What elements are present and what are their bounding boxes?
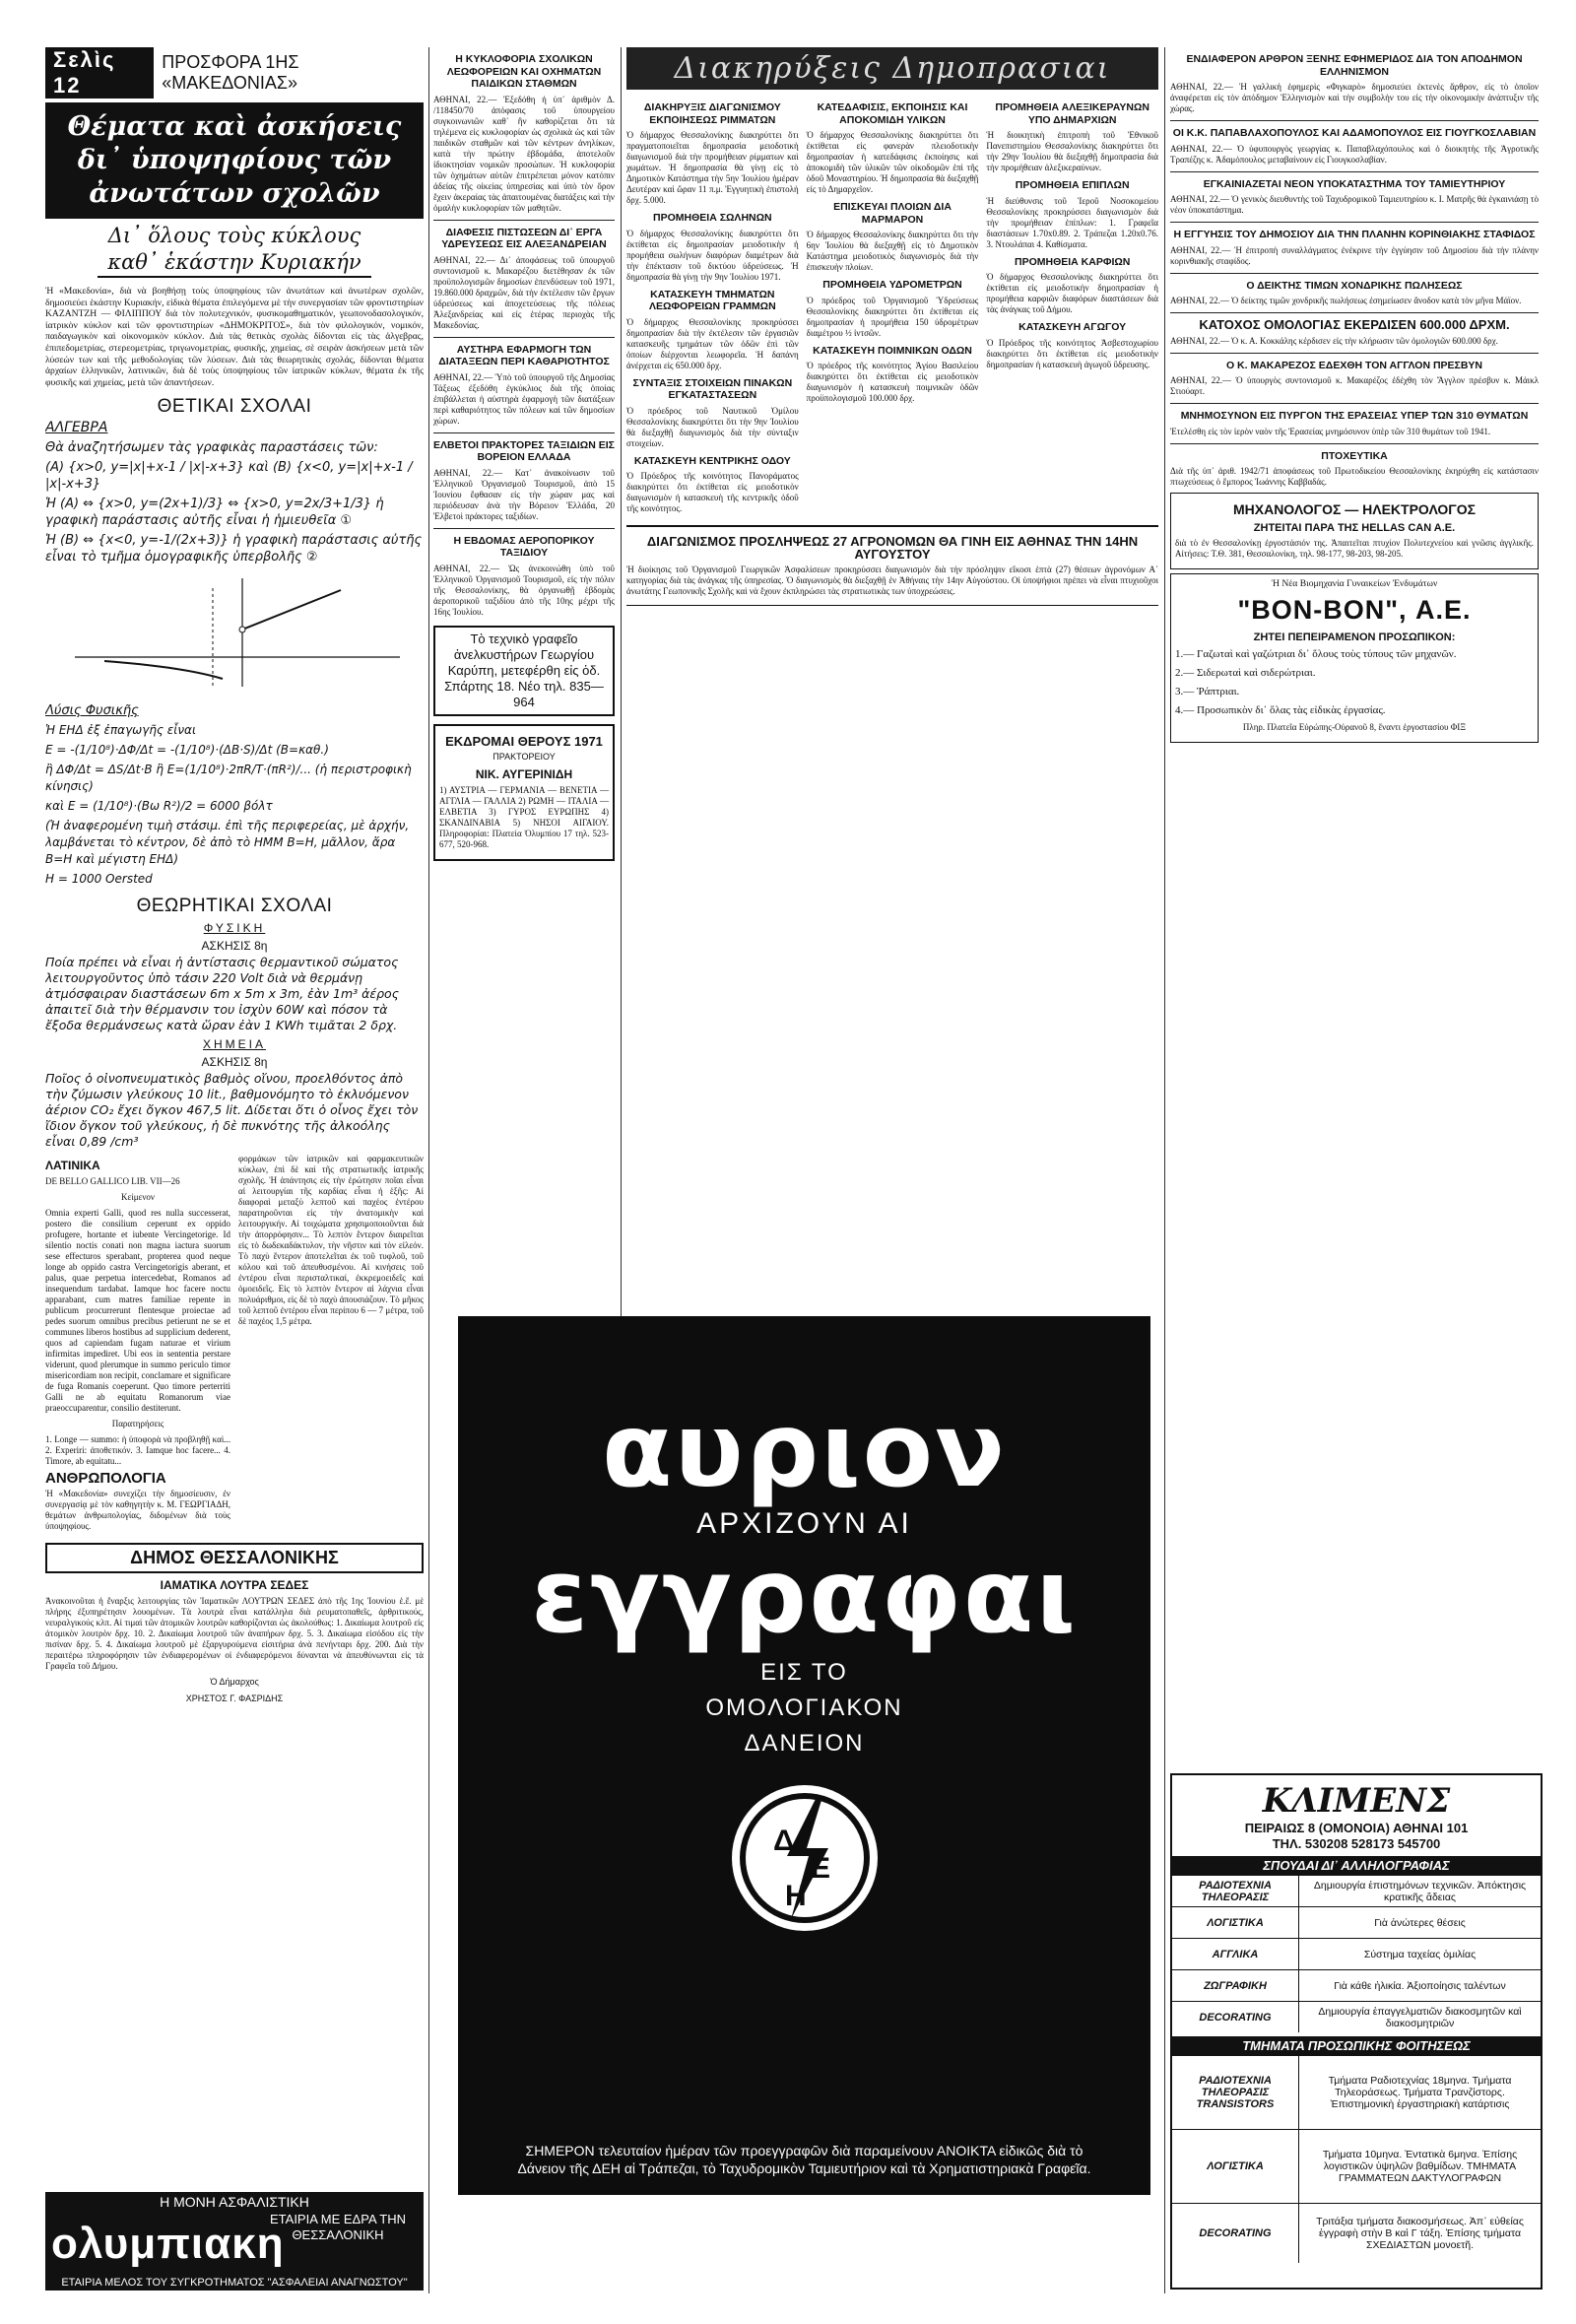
klimens-row-label: ΡΑΔΙΟΤΕΧΝΙΑ ΤΗΛΕΟΡΑΣΙΣ: [1172, 1876, 1299, 1906]
dei-logo-icon: [726, 1779, 884, 1937]
agron-text: Ἡ διοίκησις τοῦ Ὀργανισμοῦ Γεωργικῶν Ἀσφαλίσεων προκηρύσσει διαγωνισμὸν διὰ τὴν πρόσληψιν εἴκοσι ἑπτὰ (27) θέσεων ἀγρονόμων Α΄ κατηγορίας διὰ τὰς ἀνάγκας τῆς ὑπηρεσίας. Ὁ διαγωνισμὸς θὰ διεξαχθῇ ἐν Ἀθήναις τὴν 14ην Αὐγούστου. Οἱ ὑποψήφιοι πρέπει νὰ εἶναι πτυχιοῦχοι ἀνωτάτης Γεωπονικῆς Σχολῆς καὶ νὰ ἔχουν ἐκπληρώσει τὰς στρατιωτικὰς των ὑποχρεώσεις.: [626, 564, 1158, 596]
exam-headline: Θέματα καὶ ἀσκήσεις δι᾿ ὑποψηφίους τῶν ἀνωτάτων σχολῶν: [45, 102, 424, 219]
ekdromai-title: ΕΚΔΡΟΜΑΙ ΘΕΡΟΥΣ 1971: [445, 733, 603, 749]
bonbon-intro: Ἡ Νέα Βιομηχανία Γυναικείων Ἐνδυμάτων: [1271, 578, 1438, 589]
bonbon-title: "BON-BON", Α.Ε.: [1237, 594, 1472, 625]
tender-title: ΣΥΝΤΑΞΙΣ ΣΤΟΙΧΕΙΩΝ ΠΙΝΑΚΩΝ ΕΓΚΑΤΑΣΤΑΣΕΩΝ: [632, 376, 793, 401]
exam-subline: [45, 223, 424, 278]
klimens-row-label: ΖΩΓΡΑΦΙΚΗ: [1172, 1970, 1299, 2001]
dei-word-to: ΕΙΣ ΤΟ: [760, 1659, 848, 1686]
logo-letter-e: Ε: [810, 1852, 830, 1885]
news-title: ΕΛΒΕΤΟΙ ΠΡΑΚΤΟΡΕΣ ΤΑΞΙΔΙΩΝ ΕΙΣ ΒΟΡΕΙΟΝ ΕΛΛΑΔΑ: [433, 438, 615, 463]
section-positive: ΘΕΤΙΚΑΙ ΣΧΟΛΑΙ: [157, 396, 312, 418]
chemistry-exercise: ΑΣΚΗΣΙΣ 8η: [201, 1055, 268, 1070]
tender-title: ΕΠΙΣΚΕΥΑΙ ΠΛΟΙΩΝ ΔΙΑ ΜΑΡΜΑΡΟΝ: [833, 201, 952, 226]
mechanic-ad: [1170, 493, 1539, 569]
graph-figure: [45, 568, 424, 700]
news-text: ΑΘΗΝΑΙ, 22.— Ὡς ἀνεκοινώθη ὑπὸ τοῦ Ἐλληνικοῦ Ὀργανισμοῦ Τουρισμοῦ, εἰς τὴν πόλιν τῆς Θεσσαλονίκης, θὰ ὀργανωθῇ ἑβδομὰς ἀεροπορικοῦ ταξιδίου ἀπὸ τῆς 10ης μέχρι τῆς 16ης Ἰουλίου.: [433, 563, 615, 617]
klimens-row: [1172, 2129, 1541, 2203]
right-news-title: Ο ΔΕΙΚΤΗΣ ΤΙΜΩΝ ΧΟΝΔΡΙΚΗΣ ΠΩΛΗΣΕΩΣ: [1246, 279, 1463, 292]
tenders-banner: Διακηρύξεις Δημοπρασιαι: [626, 47, 1158, 90]
bonbon-list-item: 2.— Σιδερωταὶ καὶ σιδερώτριαι.: [1175, 667, 1316, 680]
klimens-row: [1172, 2001, 1541, 2032]
tender-title: ΠΡΟΜΗΘΕΙΑ ΣΩΛΗΝΩΝ: [653, 212, 772, 224]
olympiaki-top: Η ΜΟΝΗ ΑΣΦΑΛΙΣΤΙΚΗ: [160, 2194, 309, 2210]
tender-text: Ἡ διοικητικὴ ἐπιτροπὴ τοῦ Ἐθνικοῦ Πανεπιστημίου Θεσσαλονίκης διακηρύττει ὅτι τὴν 29ην Ἰουλίου θὰ διεξαχθῇ δημοπρασία διὰ τὴν προμήθειαν ἀλεξικεραύνων.: [986, 130, 1158, 172]
klimens-ad: [1170, 1773, 1543, 2290]
right-news-title: ΕΝΔΙΑΦΕΡΟΝ ΑΡΘΡΟΝ ΞΕΝΗΣ ΕΦΗΜΕΡΙΔΟΣ ΔΙΑ ΤΟΝ ΑΠΟΔΗΜΟΝ ΕΛΛΗΝΙΣΜΟΝ: [1186, 53, 1523, 78]
klimens-row-desc: Δημιουργία ἐπαγγελματιῶν διακοσμητῶν καὶ διακοσμητριῶν: [1318, 2005, 1522, 2029]
right-news-text: Ἐτελέσθη εἰς τὸν ἱερὸν ναὸν τῆς Ἐρασείας μνημόσυνον ὑπὲρ τῶν 310 θυμάτων τοῦ 1941.: [1170, 426, 1491, 436]
klimens-row: [1172, 1906, 1541, 1938]
algebra-line: Ἡ (Β) ⇔ {x<0, y=-1/(2x+3)} ἡ γραφικὴ παράστασις αὐτῆς εἶναι τὸ τμῆμα ὁμογραφικῆς ὑπερβολῆς ②: [45, 533, 423, 565]
tenders-col-c: [986, 96, 1158, 519]
physics-exercise: ΑΣΚΗΣΙΣ 8η: [201, 939, 268, 954]
latin-notes: 1. Longe — summo: ἡ ὑποφορὰ νὰ προβληθῇ καὶ... 2. Experiri: ἀποθετικόν. 3. Iamque hoc facere... 4. Timore, ab equitatu...: [45, 1433, 230, 1466]
medical-text: φορμάκων τῶν ἰατρικῶν καὶ φαρμακευτικῶν κύκλων, ἐπὶ δὲ καὶ τῆς στρατιωτικῆς ἰατρικῆς σχολῆς. Ἡ ἀπάντησις εἰς τὴν ἐρώτησιν ποῖαι εἶναι αἱ λειτουργίαι τῆς καρδίας εἶναι ἡ ἑξῆς: Αἱ διαφοραὶ μεταξὺ λεπτοῦ καὶ παχέος ἐντέρου παρατηροῦνται εἰς τὴν ἀνατομικὴν καὶ λειτουργικήν. Αἱ τοιχώματα χρησιμοποιοῦνται διὰ τὴν ἀπορρόφησιν... Τὸ λεπτὸν ἔντερον διαιρεῖται εἰς τὸ δωδεκαδάκτυλον, τὴν νῆστιν καὶ τὸν εἰλεόν. Τὸ παχὺ ἔντερον ἀποτελεῖται ἐκ τοῦ τυφλοῦ, τοῦ κόλου καὶ τοῦ ἀπευθυσμένου. Αἱ κινήσεις τοῦ ἐντέρου εἶναι περισταλτικαί, ἐκκρεμοειδεῖς καὶ ὁμοειδεῖς. Εἰς τὸ λεπτὸν ἔντερον αἱ λάχνια εἶναι πολυάριθμοι, εἰς δὲ τὸ παχὺ ἀπουσιάζουν. Τὸ μῆκος τοῦ λεπτοῦ ἐντέρου εἶναι περίπου 6 — 7 μέτρα, τοῦ δὲ παχέος 1,5 μέτρα.: [238, 1154, 424, 1327]
bonbon-foot: Πληρ. Πλατεῖα Εὐρώπης-Οὐρανοῦ 8, ἔναντι ἐργοστασίου ΦΙΞ: [1242, 722, 1467, 733]
klimens-row-label: ΡΑΔΙΟΤΕΧΝΙΑ ΤΗΛΕΟΡΑΣΙΣ TRANSISTORS: [1172, 2056, 1299, 2129]
masthead: [45, 47, 424, 99]
dei-word-registrations: εγγραφαι: [531, 1536, 1078, 1656]
right-news-text: ΑΘΗΝΑΙ, 22.— Ὁ ὑφυπουργὸς γεωργίας κ. Παπαβλαχόπουλος καὶ ὁ διοικητὴς τῆς Ἀγροτικῆς Τραπέζης κ. Ἀδαμόπουλος μεταβαίνουν εἰς Γιουγκοσλαβίαν.: [1170, 143, 1539, 165]
dimos-subtitle: ΙΑΜΑΤΙΚΑ ΛΟΥΤΡΑ ΣΕΔΕΣ: [160, 1578, 309, 1593]
physics-solution-line: Η = 1000 Oersted: [45, 872, 153, 887]
logo-letter-d: Δ: [772, 1825, 795, 1857]
right-news-text: ΑΘΗΝΑΙ, 22.— Ὁ ὑπουργὸς συντονισμοῦ κ. Μακαρέζος ἐδέχθη τὸν Ἄγγλον πρέσβυν κ. Μάικλ Στιούαρτ.: [1170, 375, 1539, 396]
latin-left: [45, 1154, 230, 1537]
olympiaki-brand: ολυμπιακη: [51, 2220, 285, 2268]
tender-text: Ὁ δήμαρχος Θεσσαλονίκης διακηρύττει ὅτι ἐκτίθεται εἰς φανερὰν πλειοδοτικὴν δημοπρασίαν ἡ κατεδάφισις ἐκποίησις καὶ ἀποκομιδὴ τῶν ὑλικῶν τῶν οἰκοδομῶν ἐπὶ τῆς ὁδοῦ Μοναστηρίου. Ἡ δημοπρασία θὰ διεξαχθῇ εἰς τὸ Δημαρχεῖον.: [806, 130, 979, 194]
klimens-row-desc: Δημιουργία ἐπιστημόνων τεχνικῶν. Ἀπόκτησις κρατικῆς ἄδειας: [1313, 1879, 1527, 1903]
klimens-row-label: ΑΓΓΛΙΚΑ: [1172, 1939, 1299, 1969]
right-news-title: ΠΤΟΧΕΥΤΙΚΑ: [1321, 449, 1388, 462]
chemistry-title: ΧΗΜΕΙΑ: [202, 1037, 266, 1052]
right-news-title: Η ΕΓΓΥΗΣΙΣ ΤΟΥ ΔΗΜΟΣΙΟΥ ΔΙΑ ΤΗΝ ΠΛΑΝΗΝ ΚΟΡΙΝΘΙΑΚΗΣ ΣΤΑΦΙΔΟΣ: [1173, 229, 1536, 240]
column-rule: [621, 47, 622, 1318]
algebra-line: Ἡ (Α) ⇔ {x>0, y=(2x+1)/3} ⇔ {x>0, y=2x/3+1/3} ἡ γραφικὴ παράστασις αὐτῆς εἶναι ἡ ἡμιευθεῖα ①: [45, 497, 384, 529]
right-news-title: ΜΝΗΜΟΣΥΝΟΝ ΕΙΣ ΠΥΡΓΟΝ ΤΗΣ ΕΡΑΣΕΙΑΣ ΥΠΕΡ ΤΩΝ 310 ΘΥΜΑΤΩΝ: [1180, 410, 1529, 422]
physics-solution-line: E = -(1/10⁸)·ΔΦ/Δt = -(1/10⁸)·(ΔΒ·S)/Δt (B=καθ.): [45, 743, 329, 758]
bonbon-sub: ΖΗΤΕΙ ΠΕΠΕΙΡΑΜΕΝΟΝ ΠΡΟΣΩΠΙΚΟΝ:: [1253, 631, 1456, 643]
klimens-row-desc: Γιὰ κάθε ἡλικία. Ἀξιοποίησις ταλέντων: [1334, 1979, 1506, 1992]
dei-bond-ad: [458, 1316, 1150, 2195]
latin-title: ΛΑΤΙΝΙΚΑ: [45, 1159, 100, 1173]
algebra-line: (Α) {x>0, y=|x|+x-1 / |x|-x+3} καὶ (Β) {x<0, y=|x|+x-1 / |x|-x+3}: [45, 460, 413, 493]
latin-right: [238, 1154, 424, 1537]
tender-text: Ὁ πρόεδρος τῆς κοινότητος Ἀγίου Βασιλείου διακηρύττει ὅτι ἐκτίθεται εἰς μειοδοτικὸν διαγωνισμὸν ἡ κατασκευὴ ποιμνικῶν ὁδῶν προϋπολογισμοῦ 100.000 δρχ.: [806, 361, 979, 403]
tender-text: Ἡ διεύθυνσις τοῦ Ἱεροῦ Νοσοκομείου Θεσσαλονίκης προκηρύσσει διαγωνισμὸν διὰ τὴν προμήθειαν ἐπίπλων: 1. Γραφεῖα διαστάσεων 1.70x0.89. 2. Τράπεζαι 1.20x0.76. 3. Ντουλάπαι 4. Καθίσματα.: [986, 195, 1158, 249]
ekdromai-sub: ΠΡΑΚΤΟΡΕΙΟΥ: [492, 752, 556, 762]
tender-title: ΚΑΤΑΣΚΕΥΗ ΚΕΝΤΡΙΚΗΣ ΟΔΟΥ: [633, 454, 791, 467]
tender-title: ΔΙΑΚΗΡΥΞΙΣ ΔΙΑΓΩΝΙΣΜΟΥ ΕΚΠΟΙΗΣΕΩΣ ΡΙΜΜΑΤΩΝ: [643, 101, 781, 126]
offer-title: ΠΡΟΣΦΟΡΑ 1ΗΣ «ΜΑΚΕΔΟΝΙΑΣ»: [162, 52, 299, 93]
right-news-text: Διὰ τῆς ὑπ᾿ ἀριθ. 1942/71 ἀποφάσεως τοῦ Πρωτοδικείου Θεσσαλονίκης ἐκηρύχθη εἰς κατάστασιν πτωχεύσεως ὁ ἔμπορος Ἰωάννης Καββαδάς.: [1170, 466, 1539, 487]
klimens-row-desc: Τμήματα 10μηνα. Ἐντατικὰ 6μηνα. Ἐπίσης λογιστικῶν ὑψηλῶν βαθμίδων. ΤΜΗΜΑΤΑ ΓΡΑΜΜΑΤΕΩΝ ΔΑΚΤΥΛΟΓΡΑΦΩΝ: [1322, 2149, 1518, 2184]
column-rule: [428, 47, 429, 2293]
latin-notes-title: Παρατηρήσεις: [111, 1418, 164, 1428]
physics-solution-line: (Ἡ ἀναφερομένη τιμὴ στάσιμ. ἐπὶ τῆς περιφερείας, μὲ ἀρχήν, λαμβάνεται τὸ κέντρον, δὲ ἀπὸ τὸ ΗΜΜ Β=H, μᾶλλον, ἄρα Β=H καὶ μέγιστη ΕΗΔ): [45, 819, 410, 867]
function-graph: [45, 568, 424, 697]
chemistry-text: Ποῖος ὁ οἰνοπνευματικὸς βαθμὸς οἴνου, προελθόντος ἀπὸ τὴν ζύμωσιν γλεύκους 10 lit., βαθμονόμητο τὸ ἐκλυόμενον ἀέριον CO₂ ἔχει ὄγκον 467,5 lit. Δίδεται ὅτι ὁ οἶνος ἔχει τὸν ἴδιον ὄγκον τοῦ γλεύκους, ἡ δὲ πυκνότης τῆς ἀλκοόλης εἶναι 0,89 /cm³: [45, 1071, 419, 1150]
klimens-row-label: ΛΟΓΙΣΤΙΚΑ: [1172, 1907, 1299, 1938]
tender-title: ΚΑΤΑΣΚΕΥΗ ΑΓΩΓΟΥ: [1018, 321, 1127, 333]
algebra-title: ΑΛΓΕΒΡΑ: [45, 420, 108, 436]
dimos-text: Ἀνακοινοῦται ἡ ἔναρξις λειτουργίας τῶν Ἰαματικῶν ΛΟΥΤΡΩΝ ΣΕΔΕΣ ἀπὸ τῆς 1ης Ἰουνίου ἑ.ἔ. μὲ πλήρης ἐξυπηρέτησιν λουομένων. Τὰ λουτρὰ εἶναι κατάλληλα διὰ ρευματοπαθεῖς, ἀρθριτικούς, νευραλγικούς κλπ. Αἱ τιμαὶ τῶν ἀτομικῶν λουτρῶν καθορίζονται ὡς ἀκολούθως: 1. Δικαίωμα λουτροῦ εἰς ἀτομικὸν λουτρὸν δρχ. 10. 2. Δικαίωμα λουτροῦ τῶν ἀναπήρων δρχ. 5. 3. Δικαίωμα εἰσόδου εἰς τὴν πισίναν δρχ. 5. 4. Δικαίωμα λουτροῦ μὲ ἐξαργυρούμενα εἰσιτήρια ἀνὰ πενήνταρι δρχ. 200. Διὰ τὴν περαιτέρω πληροφόρησιν τῶν ἐνδιαφερομένων οἱ ἐνδιαφερόμενοι δύνανται νὰ ἀπευθύνωνται εἰς τὰ Γραφεῖα τοῦ Δήμου.: [45, 1595, 424, 1671]
physics-solution-line: καὶ Ε = (1/10⁸)·(Bω R²)/2 = 6000 βόλτ: [45, 799, 273, 814]
tender-title: ΠΡΟΜΗΘΕΙΑ ΕΠΙΠΛΩΝ: [1015, 179, 1130, 191]
klimens-row-label: DECORATING: [1172, 2204, 1299, 2263]
tender-text: Ὁ δήμαρχος Θεσσαλονίκης διακηρύττει ὅτι τὴν 6ην Ἰουλίου θὰ διεξαχθῇ εἰς τὸ Δημοτικὸν Κατάστημα μειοδοτικὸς διαγωνισμὸς διὰ τὴν ἐπισκευὴν πλοίων.: [806, 230, 979, 272]
subline-cycles: Δι᾿ ὅλους τοὺς κύκλους: [107, 224, 361, 247]
klimens-title: ΚΛΙΜΕΝΣ: [1262, 1781, 1451, 1821]
dei-word-begin: ΑΡΧΙΖΟΥΝ ΑΙ: [696, 1507, 912, 1540]
klimens-bar-correspondence: ΣΠΟΥΔΑΙ ΔΙ᾿ ΑΛΛΗΛΟΓΡΑΦΙΑΣ: [1172, 1856, 1541, 1875]
agron-title: ΔΙΑΓΩΝΙΣΜΟΣ ΠΡΟΣΛΗΨΕΩΣ 27 ΑΓΡΟΝΟΜΩΝ ΘΑ ΓΙΝΗ ΕΙΣ ΑΘΗΝΑΣ ΤΗΝ 14ΗΝ ΑΥΓΟΥΣΤΟΥ: [646, 534, 1139, 562]
anthro-title: ΑΝΘΡΩΠΟΛΟΓΙΑ: [45, 1469, 166, 1487]
news-title: Η ΚΥΚΛΟΦΟΡΙΑ ΣΧΟΛΙΚΩΝ ΛΕΩΦΟΡΕΙΩΝ ΚΑΙ ΟΧΗΜΑΤΩΝ ΠΑΙΔΙΚΩΝ ΣΤΑΘΜΩΝ: [446, 53, 602, 90]
karypis-ad: Τὸ τεχνικὸ γραφεῖο ἀνελκυστήρων Γεωργίου Καρύπη, μετεφέρθη εἰς ὁδ. Σπάρτης 18. Νέο τηλ. 835—964: [433, 626, 615, 716]
latin-section: [45, 1154, 424, 1537]
right-news-text: ΑΘΗΝΑΙ, 22.— Ἡ ἐπιτροπὴ συναλλάγματος ἐνέκρινε τὴν ἐγγύησιν τοῦ Δημοσίου διὰ τὴν πλάνην κορινθιακῆς σταφίδος.: [1170, 244, 1539, 266]
physics-text: Ποία πρέπει νὰ εἶναι ἡ ἀντίστασις θερμαντικοῦ σώματος λειτουργοῦντος ὑπὸ τάσιν 220 Volt διὰ νὰ θερμάνῃ ἀτμόσφαιραν διαστάσεων 6m x 5m x 3m, ἐὰν 1m³ ἀέρος ἀπαιτεῖ διὰ τὴν θέρμανσιν του ἰσχὺν 60W καὶ πόσον τὰ ἔξοδα θερμάνσεως κατὰ ὥραν ἐὰν 1 KWh τιμᾶται 2 δρχ.: [45, 955, 400, 1033]
physics-title: ΦΥΣΙΚΗ: [203, 921, 266, 936]
right-news-text: ΑΘΗΝΑΙ, 22.— Ἡ γαλλικὴ ἐφημερὶς «Φιγκαρὸ» δημοσιεύει ἐκτενὲς ἄρθρον, εἰς τὸ ὁποῖον ἀναφέρεται εἰς τὸν ἀπόδημον Ἑλληνισμὸν καὶ τὴν συμβολὴν του εἰς τὴν οἰκονομικὴν ἀνάπτυξιν τῆς χώρας.: [1170, 82, 1539, 113]
bonbon-list-item: 1.— Γαζωταὶ καὶ γαζώτριαι δι᾿ ὅλους τοὺς τύπους τῶν μηχανῶν.: [1175, 648, 1457, 661]
news-title: ΑΥΣΤΗΡΑ ΕΦΑΡΜΟΓΗ ΤΩΝ ΔΙΑΤΑΞΕΩΝ ΠΕΡΙ ΚΑΘΑΡΙΟΤΗΤΟΣ: [438, 343, 610, 367]
klimens-bar-personal: ΤΜΗΜΑΤΑ ΠΡΟΣΩΠΙΚΗΣ ΦΟΙΤΗΣΕΩΣ: [1172, 2036, 1541, 2055]
klimens-row-desc: Τριτάξια τμήματα διακοσμήσεως. Ἀπ᾿ εὐθείας ἐγγραφὴ στὴν Β καὶ Γ τάξη. Ἐπίσης τμήματα ΣΧΕΔΙΑΣΤΩΝ μονοετῆ.: [1316, 2216, 1524, 2251]
klimens-address: ΠΕΙΡΑΙΩΣ 8 (ΟΜΟΝΟΙΑ) ΑΘΗΝΑΙ 101: [1244, 1821, 1469, 1835]
half-line-curve: [242, 590, 341, 630]
tender-title: ΚΑΤΑΣΚΕΥΗ ΠΟΙΜΝΙΚΩΝ ΟΔΩΝ: [813, 344, 972, 357]
right-news-text: ΑΘΗΝΑΙ, 22.— Ὁ κ. Α. Κοκκάλης κέρδισεν εἰς τὴν κλήρωσιν τῶν ὁμολογιῶν 600.000 δρχ.: [1170, 335, 1498, 346]
agron-box: [626, 525, 1158, 606]
dei-word-loan: ΔΑΝΕΙΟΝ: [744, 1730, 865, 1757]
dimos-title: ΔΗΜΟΣ ΘΕΣΣΑΛΟΝΙΚΗΣ: [45, 1543, 424, 1573]
tender-text: Ὁ πρόεδρος τοῦ Ναυτικοῦ Ὁμίλου Θεσσαλονίκης διακηρύττει ὅτι τὴν 9ην Ἰουλίου θὰ διεξαχθῇ διαγωνισμὸς διὰ τὴν σύνταξιν στοιχείων.: [626, 405, 799, 448]
news-title: Η ΕΒΔΟΜΑΣ ΑΕΡΟΠΟΡΙΚΟΥ ΤΑΞΙΔΙΟΥ: [453, 534, 595, 559]
right-news-title: Ο Κ. ΜΑΚΑΡΕΖΟΣ ΕΔΕΧΘΗ ΤΟΝ ΑΓΓΛΟΝ ΠΡΕΣΒΥΝ: [1225, 359, 1483, 371]
klimens-row-desc: Γιὰ ἀνώτερες θέσεις: [1374, 1916, 1466, 1929]
bonbon-list-item: 3.— Ῥάπτριαι.: [1175, 686, 1240, 698]
dei-word-bond: ΟΜΟΛΟΓΙΑΚΟΝ: [705, 1694, 903, 1721]
tender-text: Ὁ πρόεδρος τοῦ Ὀργανισμοῦ Ὑδρεύσεως Θεσσαλονίκης διακηρύττει ὅτι ἐκτίθεται εἰς δημοπρασίαν ἡ προμήθεια 150 ὑδρομέτρων διαμέτρου ½ ἰντσῶν.: [806, 295, 979, 338]
hyperbola-curve: [104, 661, 223, 679]
column-news: [433, 47, 615, 1313]
klimens-row: [1172, 1938, 1541, 1969]
tender-title: ΚΑΤΑΣΚΕΥΗ ΤΜΗΜΑΤΩΝ ΛΕΩΦΟΡΕΙΩΝ ΓΡΑΜΜΩΝ: [649, 288, 776, 312]
dei-word-tomorrow: αυριον: [602, 1390, 1007, 1510]
physics-solution-line: Ἡ ΕΗΔ ἐξ ἐπαγωγῆς εἶναι: [45, 723, 197, 738]
klimens-row: [1172, 1875, 1541, 1906]
latin-ref: Κείμενον: [121, 1191, 155, 1202]
tender-text: Ὁ δήμαρχος Θεσσαλονίκης διακηρύττει ὅτι ἐκτίθεται εἰς μειοδοτικὴν δημοπρασίαν ἡ προμήθεια καρφιῶν διαφόρων διαστάσεων διὰ τὰς ἀνάγκας τοῦ Δήμου.: [986, 272, 1158, 314]
subline-sunday: καθ᾿ ἑκάστην Κυριακήν: [98, 249, 370, 278]
right-news-text: ΑΘΗΝΑΙ, 22.— Ὁ δείκτης τιμῶν χονδρικῆς πωλήσεως ἐσημείωσεν ἄνοδον κατὰ τὸν μῆνα Μάϊον.: [1170, 296, 1522, 305]
dimos-sig-role: Ὁ Δήμαρχος: [210, 1676, 259, 1687]
mechanic-sub: ΖΗΤΕΙΤΑΙ ΠΑΡΑ ΤΗΣ HELLAS CAN A.E.: [1253, 521, 1456, 534]
olympiaki-right: ΕΤΑΙΡΙΑ ΜΕ ΕΔΡΑ ΤΗΝ ΘΕΣΣΑΛΟΝΙΚΗ: [270, 2212, 406, 2242]
tenders-col-b: [807, 96, 979, 519]
news-text: ΑΘΗΝΑΙ, 22.— Κατ᾿ ἀνακοίνωσιν τοῦ Ἐλληνικοῦ Ὀργανισμοῦ Τουρισμοῦ, ἀπὸ 15 Ἰουνίου ἔφθασαν εἰς τὴν χώραν μας καὶ περιόδευσαν ἀνὰ τὴν Βόρειον Ἑλλάδα, 20 Ἐλβετοὶ πράκτορες ταξιδίων.: [433, 467, 615, 521]
dimos-sig-name: ΧΡΗΣΤΟΣ Γ. ΦΑΣΡΙΔΗΣ: [185, 1693, 284, 1703]
exam-intro: Ἡ «Μακεδονία», διὰ νὰ βοηθήσῃ τοὺς ὑποψηφίους τῶν ἀνωτάτων καὶ ἀνωτέρων σχολῶν, δημοσιεύει ἑκάστην Κυριακήν, εἰδικὰ θέματα ἐπιλεγόμενα μὲ τὴν συνεργασίαν τῶν φροντιστηρίων ΚΑΖΑΝΤΖΗ — ΦΙΛΙΠΠΟΥ διὰ τὸν πολυτεχνικόν, φυσικομαθηματικόν, γεωπονοδασολογικόν, ἰατρικὸν κύκλον καὶ τῶν φροντιστηρίων «ΔΗΜΟΚΡΙΤΟΣ», διὰ τὸν φιλολογικόν, νομικόν, παιδαγωγικὸν καὶ οἰκονομικὸν κύκλον. Διὰ τὰς θετικὰς σχολὰς δίδονται εἰς τὰς ἀλγεβρας, ἐπιπεδομετρίας, στερεομετρίας, τριγωνομετρίας, φυσικῆς, χημείας, σὲ σειρὰν ἀσκήσεων μετὰ τῶν λύσεών των καὶ τῆς μεθοδολογίας τῶν λύσεων. Διὰ τὰς θεωρητικὰς σχολάς, δίδονται θέματα ἀρχαίων ἑλληνικῶν, λατινικῶν, διὰ δὲ τοὺς ὑποψηφίους τῶν ἰατρικῶν κύκλων, θέματα ἐκ τῆς φυσικῆς καὶ χημείας, μετὰ τῶν ἀπαντήσεων.: [45, 286, 424, 388]
news-title: ΔΙΑΦΕΣΙΣ ΠΙΣΤΩΣΕΩΝ ΔΙ᾿ ΕΡΓΑ ΥΔΡΕΥΣΕΩΣ ΕΙΣ ΑΛΕΞΑΝΔΡΕΙΑΝ: [441, 226, 607, 250]
anthro-text: Ἡ «Μακεδονία» συνεχίζει τὴν δημοσίευσιν, ἐν συνεργασίᾳ μὲ τὸν καθηγητὴν κ. Μ. ΓΕΩΡΓΙΑΔΗ, θεμάτων ἀνθρωπολογίας, διδομένων διὰ τοὺς ὑποψηφίους.: [45, 1489, 230, 1532]
mechanic-title: ΜΗΧΑΝΟΛΟΓΟΣ — ΗΛΕΚΤΡΟΛΟΓΟΣ: [1232, 501, 1477, 517]
klimens-row-desc: Τμήματα Ραδιοτεχνίας 18μηνα. Τμήματα Τηλεοράσεως. Τμήματα Τρανζίστορς. Ἐπιστημονικὴ ἐργαστηριακὴ κατάρτισις: [1328, 2075, 1512, 2110]
klimens-row: [1172, 1969, 1541, 2001]
tenders-grid: [626, 96, 1158, 519]
column-tenders: [626, 47, 1158, 1313]
bonbon-list-item: 4.— Προσωπικὸν δι᾿ ὅλας τὰς εἰδικὰς ἐργασίας.: [1175, 704, 1386, 717]
page-number-logo: Σελὶς 12: [45, 47, 154, 99]
latin-text: Omnia experti Galli, quod res nulla successerat, postero die consilium ceperunt ex oppido profugere, hortante et iubente Vercingetorige. Id silentio noctis conati non magna iactura suorum sese effecturos sperabant, propterea quod neque longe ab oppido castra Vercingetorigis aberant, et palus, quae perpetua intercedebat, Romanos ad insequendum tardabat. Iamque hoc facere noctu apparabant, cum matres familiae repente in publicum procurrerunt flentesque proiectae ad pedes suorum omnibus precibus petierunt ne se et communes liberos hostibus ad supplicium dederent, quos ad capiendam fugam naturae et virium infirmitas impediret. Ubi eos in sententia perstare viderunt, quod plerumque in summo periculo timor misericordiam non recipit, conclamare et significare de fuga Romanis coeperunt. Quo timore perterriti Galli ne ab equitatu Romanorum viae praeoccuparentur, consilio destiterunt.: [45, 1207, 230, 1413]
open-point: [239, 627, 245, 632]
physics-solution-line: ἢ ΔΦ/Δt = ΔS/Δt·B ἢ Ε=(1/10⁸)·2πR/T·(πR²)/... (ἡ περιστροφικὴ κίνησις): [45, 763, 412, 794]
physics-solution-title: Λύσις Φυσικῆς: [45, 703, 139, 719]
news-text: ΑΘΗΝΑΙ, 22.— Ἐξεδόθη ἡ ὑπ᾿ ἀριθμὸν Δ. /118450/70 ἀπόφασις τοῦ ὑπουργείου συγκοινωνιῶν καθ᾿ ἣν καθορίζεται ὅτι τὰ τηλέμενα εἰς κυκλοφορίαν ὡς σχολικὰ ὡς καὶ τῶν παιδικῶν σταθμῶν καὶ τῶν κέντρων ἀνηλίκων, κατὰ τὴν πρώτην ἑβδομάδα, ἀποτελοῦν ἰδιοκτησίαν νομικῶν προσώπων. Ἡ κυκλοφορία τῶν ὀχημάτων αὐτῶν ἐπιτρέπεται μόνον κατόπιν ἀδείας τῆς οἰκείας ὑπηρεσίας καὶ ὑπὸ τὸν ὅρον ἔχειν ἀκεραίας τὰς ἀπαιτουμένας διατάξεις καὶ τὴν ὁμαλὴν κυκλοφορίαν τῶν μαθητῶν.: [433, 94, 615, 213]
klimens-phones: ΤΗΛ. 530208 528173 545700: [1272, 1836, 1441, 1851]
column-right: [1170, 47, 1539, 1766]
dei-logo-icon: [458, 1779, 1150, 1942]
right-news-title: ΚΑΤΟΧΟΣ ΟΜΟΛΟΓΙΑΣ ΕΚΕΡΔΙΣΕΝ 600.000 ΔΡΧΜ.: [1199, 317, 1510, 332]
logo-letter-h: Η: [784, 1880, 807, 1912]
latin-sub: DE BELLO GALLICO LIB. VII—26: [45, 1175, 180, 1186]
bonbon-ad: [1170, 573, 1539, 743]
tender-text: Ὁ δήμαρχος Θεσσαλονίκης διακηρύττει ὅτι ἐκτίθεται εἰς δημοπρασίαν μειοδοτικὴν ἡ προμήθεια σωλήνων διαφόρων διαμέτρων διὰ τὴν ἐπέκτασιν τοῦ δικτύου ὑδρεύσεως. Ἡ δημοπρασία θὰ γίνῃ τὴν 9ην Ἰουλίου 1971.: [626, 228, 799, 282]
section-theory: ΘΕΩΡΗΤΙΚΑΙ ΣΧΟΛΑΙ: [136, 896, 333, 917]
olympiaki-ad: [45, 2192, 424, 2291]
right-news-title: ΟΙ Κ.Κ. ΠΑΠΑΒΛΑΧΟΠΟΥΛΟΣ ΚΑΙ ΑΔΑΜΟΠΟΥΛΟΣ ΕΙΣ ΓΙΟΥΓΚΟΣΛΑΒΙΑΝ: [1172, 127, 1537, 139]
right-news-text: ΑΘΗΝΑΙ, 22.— Ὁ γενικὸς διευθυντὴς τοῦ Ταχυδρομικοῦ Ταμιευτηρίου κ. Ι. Ματρῆς θὰ ἐγκαινιάσῃ τὸ νέον ὑποκατάστημα.: [1170, 194, 1539, 215]
ekdromai-ad: [433, 724, 615, 861]
algebra-line: Θὰ ἀναζητήσωμεν τὰς γραφικὰς παραστάσεις τῶν:: [45, 440, 378, 456]
news-text: ΑΘΗΝΑΙ, 22.— Δι᾿ ἀποφάσεως τοῦ ὑπουργοῦ συντονισμοῦ κ. Μακαρέζου διετέθησαν ἐκ τῶν προϋπολογισμῶν δημοσίων ἐπενδύσεων τοῦ 1971, 19.860.000 δραχμῶν, διὰ τὴν ἐκτέλεσιν τῶν ἔργων ὑδρεύσεως καὶ ἀποχετεύσεως τῆς πόλεως Ἀλεξανδρείας καὶ εἰς ἑτέρας περιοχὰς τῆς Μακεδονίας.: [433, 254, 615, 330]
tenders-col-a: [626, 96, 799, 519]
dei-footer-text: ΣΗΜΕΡΟΝ τελευταίον ἡμέραν τῶν προεγγραφῶν διὰ παραμείνουν ΑΝΟΙΚΤΑ εἰδικῶς διὰ τὸ Δάνειον τῆς ΔΕΗ αἱ Τράπεζαι, τὸ Ταχυδρομικὸν Ταμιευτήριον καὶ τὰ Χρηματιστηριακὰ Γραφεῖα.: [517, 2143, 1091, 2176]
tender-title: ΠΡΟΜΗΘΕΙΑ ΑΛΕΞΙΚΕΡΑΥΝΩΝ ΥΠΟ ΔΗΜΑΡΧΙΩΝ: [995, 101, 1149, 126]
news-text: ΑΘΗΝΑΙ, 22.— Ὑπὸ τοῦ ὑπουργοῦ τῆς Δημοσίας Τάξεως ἐξεδόθη ἐγκύκλιος διὰ τῆς ὁποίας ἐπιβάλλεται ἡ αὐστηρὰ ἐφαρμογὴ τῶν διατάξεων περὶ καθαριότητος τῶν πόλεων καὶ τῶν δημοσίων χώρων.: [433, 371, 615, 426]
klimens-row: [1172, 2055, 1541, 2129]
right-news-title: ΕΓΚΑΙΝΙΑΖΕΤΑΙ ΝΕΟΝ ΥΠΟΚΑΤΑΣΤΗΜΑ ΤΟΥ ΤΑΜΙΕΥΤΗΡΙΟΥ: [1203, 177, 1506, 190]
klimens-row-label: ΛΟΓΙΣΤΙΚΑ: [1172, 2130, 1299, 2203]
ekdromai-text: 1) ΑΥΣΤΡΙΑ — ΓΕΡΜΑΝΙΑ — ΒΕΝΕΤΙΑ — ΑΓΓΛΙΑ — ΓΑΛΛΙΑ 2) ΡΩΜΗ — ΙΤΑΛΙΑ — ΕΛΒΕΤΙΑ 3) ΓΥΡΟΣ ΕΥΡΩΠΗΣ 4) ΣΚΑΝΔΙΝΑΒΙΑ 5) ΝΗΣΟΙ ΑΙΓΑΙΟΥ. Πληροφορίαι: Πλατεία Ὀλυμπίου 17 τηλ. 523-677, 520-968.: [439, 784, 609, 849]
column-rule: [1164, 47, 1165, 2293]
tender-text: Ὁ Πρόεδρος τῆς κοινότητος Ἀσβεστοχωρίου διακηρύττει ὅτι ἐκτίθεται εἰς μειοδοτικὴν δημοπρασίαν ἡ κατασκευὴ ἀγωγοῦ ὕδρευσης.: [986, 337, 1158, 369]
klimens-row-desc: Σύστημα ταχείας ὁμιλίας: [1363, 1948, 1477, 1960]
ekdromai-name: ΝΙΚ. ΑΥΓΕΡΙΝΙΔΗ: [475, 767, 573, 781]
klimens-row: [1172, 2203, 1541, 2263]
column-exam: [45, 47, 424, 2185]
tender-title: ΠΡΟΜΗΘΕΙΑ ΚΑΡΦΙΩΝ: [1014, 255, 1131, 268]
tender-title: ΚΑΤΕΔΑΦΙΣΙΣ, ΕΚΠΟΙΗΣΙΣ ΚΑΙ ΑΠΟΚΟΜΙΔΗ ΥΛΙΚΩΝ: [817, 101, 968, 126]
tender-text: Ὁ Πρόεδρος τῆς κοινότητος Πανοράματος διακηρύττει ὅτι ἐκτίθεται εἰς μειοδοτικὸν διαγωνισμὸν ἡ κατασκευὴ τῆς κεντρικῆς ὁδοῦ τῆς κοινότητος.: [626, 471, 799, 513]
tender-title: ΠΡΟΜΗΘΕΙΑ ΥΔΡΟΜΕΤΡΩΝ: [822, 279, 962, 291]
tender-text: Ὁ δήμαρχος Θεσσαλονίκης διακηρύττει ὅτι πραγματοποιεῖται δημοπρασία μειοδοτικὴ διαγωνισμοῦ διὰ τὴν προμήθειαν ρίμματων καὶ χωμάτων. Ἡ δημοπρασία θὰ γίνῃ εἰς τὸ Δημοτικὸν Κατάστημα τὴν 5ην Ἰουλίου ἡμέραν Δευτέραν καὶ ὥραν 11 π.μ. Ἐγγυητικὴ ἐπιστολὴ δρχ. 5.000.: [626, 130, 799, 205]
olympiaki-bottom: ΕΤΑΙΡΙΑ ΜΕΛΟΣ ΤΟΥ ΣΥΓΚΡΟΤΗΜΑΤΟΣ "ΑΣΦΑΛΕΙΑΙ ΑΝΑΓΝΩΣΤΟΥ": [61, 2277, 408, 2289]
mechanic-text: διὰ τὸ ἐν Θεσσαλονίκῃ ἐργοστάσιόν της. Ἀπαιτεῖται πτυχίον Πολυτεχνείου καὶ γνῶσις ἀγγλικῆς. Αἰτήσεις: Τ.Θ. 381, Θεσσαλονίκη, τηλ. 98-177, 98-203, 98-205.: [1175, 538, 1534, 559]
tender-text: Ὁ δήμαρχος Θεσσαλονίκης προκηρύσσει δημοπρασίαν διὰ τὴν ἐκτέλεσιν τῶν ἐργασιῶν κατασκευῆς τμημάτων τῶν ὁδῶν ἐπὶ τῶν ὁποίων διέρχονται λεωφορεῖα. Ἡ δαπάνη ἀνέρχεται εἰς 650.000 δρχ.: [626, 316, 799, 370]
klimens-row-label: DECORATING: [1172, 2002, 1299, 2032]
